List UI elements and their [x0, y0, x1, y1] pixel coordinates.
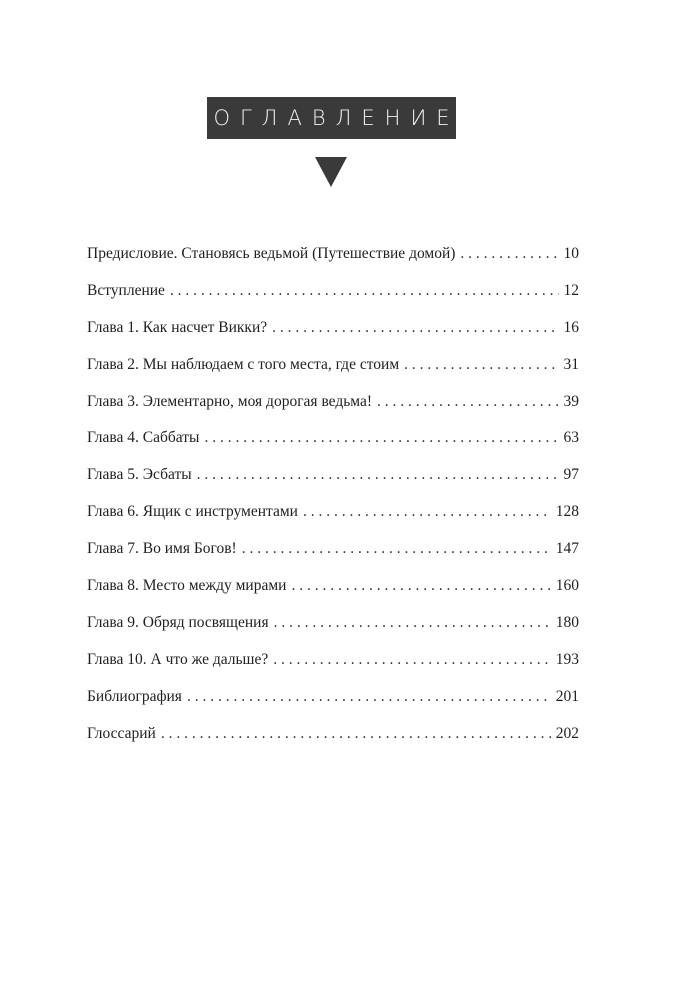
toc-entry-page: 63: [563, 429, 579, 447]
table-of-contents: [87, 244, 579, 760]
dot-leader: [170, 281, 559, 301]
toc-entry-chapter-9[interactable]: [87, 613, 579, 650]
toc-entry-glossary[interactable]: [87, 724, 579, 761]
toc-entry-page: 180: [555, 613, 579, 631]
toc-entry-title: Глава 4. Саббаты: [87, 429, 200, 447]
toc-entry-chapter-6[interactable]: [87, 502, 579, 539]
dot-leader: [197, 465, 559, 485]
page-title: ОГЛАВЛЕНИЕ: [207, 97, 456, 139]
toc-entry-title: Глава 2. Мы наблюдаем с того места, где стоим: [87, 355, 400, 373]
dot-leader: [291, 576, 550, 596]
dot-leader: [204, 428, 558, 448]
toc-entry-title: Глава 3. Элементарно, моя дорогая ведьма!: [87, 392, 373, 410]
toc-entry-page: 193: [555, 650, 579, 668]
toc-entry-preface[interactable]: [87, 244, 579, 281]
toc-entry-title: Глава 10. А что же дальше?: [87, 650, 269, 668]
toc-entry-page: 10: [563, 245, 579, 262]
toc-entry-page: 31: [563, 355, 579, 373]
dot-leader: [273, 650, 551, 670]
toc-entry-title: Библиография: [87, 687, 182, 705]
dot-leader: [377, 392, 558, 412]
toc-entry-title: Предисловие. Становясь ведьмой (Путешествие домой): [87, 245, 456, 262]
toc-entry-title: Глава 8. Место между мирами: [87, 577, 287, 595]
toc-entry-page: 128: [555, 503, 579, 521]
dot-leader: [303, 502, 551, 522]
toc-entry-bibliography[interactable]: [87, 687, 579, 724]
dot-leader: [242, 539, 551, 559]
toc-entry-title: Глава 9. Обряд посвящения: [87, 613, 269, 631]
dot-leader: [404, 355, 558, 375]
toc-entry-title: Глава 5. Эсбаты: [87, 466, 192, 484]
toc-entry-chapter-5[interactable]: [87, 465, 579, 502]
toc-entry-page: 201: [555, 687, 579, 705]
toc-entry-chapter-7[interactable]: [87, 539, 579, 576]
dot-leader: [272, 318, 558, 338]
toc-entry-title: Глоссарий: [87, 724, 156, 742]
toc-entry-page: 12: [563, 281, 579, 299]
toc-entry-page: 202: [555, 724, 579, 742]
down-triangle-icon: [315, 157, 347, 187]
toc-entry-chapter-2[interactable]: [87, 355, 579, 392]
toc-entry-page: 39: [563, 392, 579, 410]
toc-entry-chapter-1[interactable]: [87, 318, 579, 355]
toc-entry-introduction[interactable]: [87, 281, 579, 318]
toc-entry-page: 147: [555, 540, 579, 558]
toc-entry-page: 97: [563, 466, 579, 484]
toc-entry-title: Глава 6. Ящик с инструментами: [87, 503, 298, 521]
toc-entry-title: Вступление: [87, 281, 165, 299]
toc-entry-title: Глава 7. Во имя Богов!: [87, 540, 237, 558]
toc-entry-page: 160: [555, 577, 579, 595]
dot-leader: [161, 724, 551, 744]
toc-entry-page: 16: [563, 318, 579, 336]
toc-entry-chapter-3[interactable]: [87, 392, 579, 429]
toc-entry-title: Глава 1. Как насчет Викки?: [87, 318, 268, 336]
dot-leader: [460, 244, 558, 264]
dot-leader: [274, 613, 551, 633]
toc-entry-chapter-4[interactable]: [87, 428, 579, 465]
toc-entry-chapter-8[interactable]: [87, 576, 579, 613]
dot-leader: [187, 687, 551, 707]
toc-entry-chapter-10[interactable]: [87, 650, 579, 687]
